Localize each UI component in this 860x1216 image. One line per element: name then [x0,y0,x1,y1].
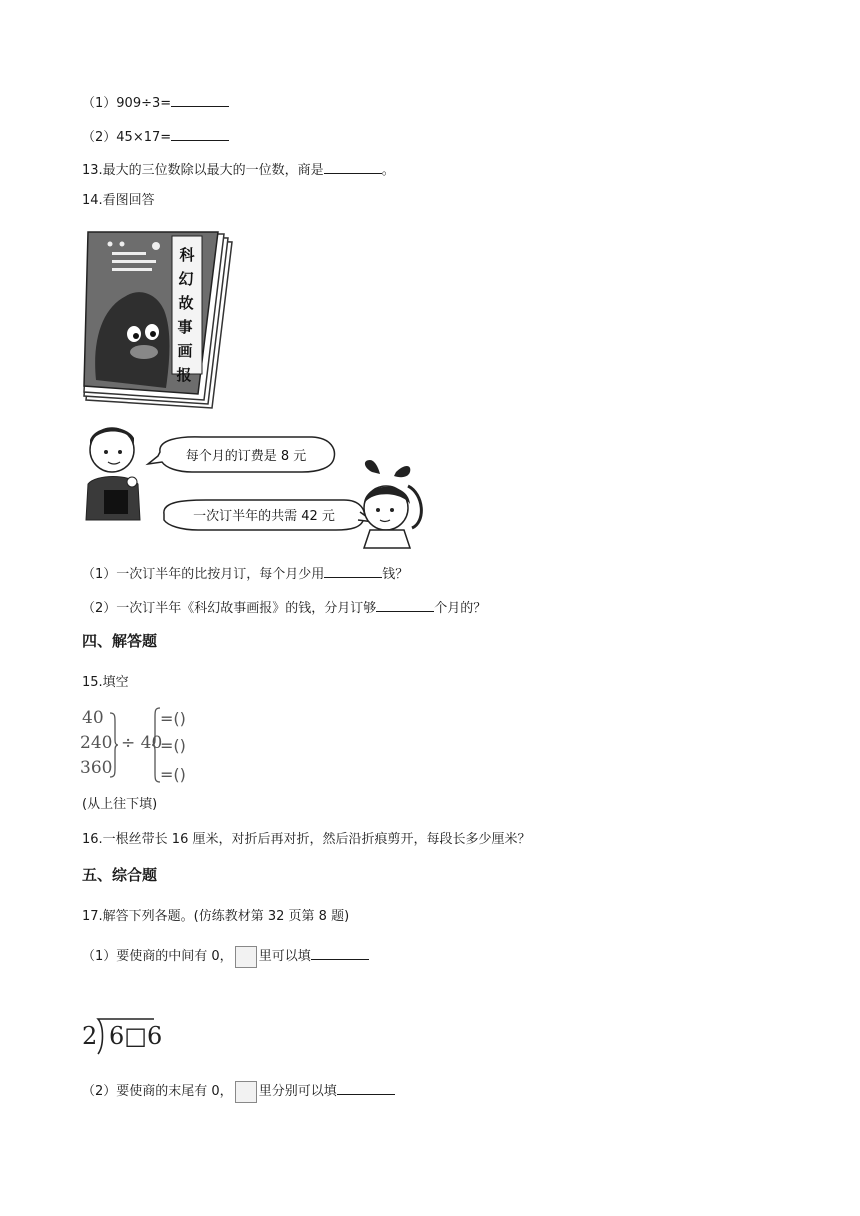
q12-sub1 [82,92,229,113]
q13-text: 13.最大的三位数除以最大的一位数，商是 [82,163,324,178]
division-dividend: 6□6 [109,1022,163,1050]
q14-sub2 [82,597,486,618]
magazine-title-char: 故 [178,294,194,312]
q17-title: 17.解答下列各题。(仿练教材第 32 页第 8 题) [82,909,350,924]
q14-sub2-blank[interactable] [376,597,434,612]
magazine-title-char: 事 [177,318,193,336]
section-4-title: 四、解答题 [82,632,158,650]
q15-divisor: ÷ 40 [121,733,163,753]
boy-bubble-text: 每个月的订费是 8 元 [185,449,307,464]
q17-sub1-post: 里可以填 [258,949,311,964]
division-divisor: 2 [82,1022,98,1050]
magazine-title-char: 画 [177,342,193,360]
q17-sub1-pre: （1）要使商的中间有 0， [82,949,233,964]
digit-box[interactable] [235,1081,257,1103]
q17-sub2-blank[interactable] [337,1080,395,1095]
q14-title: 14.看图回答 [82,193,155,208]
q17-sub1-blank[interactable] [311,945,369,960]
q13 [82,159,395,180]
q15-figure [80,704,190,784]
q14-sub2-post: 个月的？ [434,601,487,616]
q12-sub1-blank[interactable] [171,92,229,107]
magazine-title-char: 幻 [178,270,194,288]
magazine-title-char: 报 [176,366,192,384]
long-division-figure [82,1016,162,1056]
q12-sub1-text: （1）909÷3= [82,96,172,111]
q15-title: 15.填空 [82,675,129,690]
q17-sub2-pre: （2）要使商的末尾有 0， [82,1084,233,1099]
svg-text:=(): =() [160,709,186,728]
q17-sub2-post: 里分别可以填 [258,1084,337,1099]
q15-note: (从上往下填) [82,797,158,812]
section-5-title: 五、综合题 [82,866,158,884]
q15-number: 360 [80,758,113,778]
girl-figure [364,460,421,548]
q14-sub1 [82,563,408,584]
q17-sub2 [82,1080,395,1103]
q14-sub1-pre: （1）一次订半年的比按月订，每个月少用 [82,567,325,582]
q14-sub2-pre: （2）一次订半年《科幻故事画报》的钱，分月订够 [82,601,377,616]
q13-blank[interactable] [324,159,382,174]
q14-sub1-post: 钱？ [382,567,409,582]
magazine-illustration [82,230,244,410]
q15-number: 40 [82,708,104,728]
digit-box[interactable] [235,946,257,968]
q14-sub1-blank[interactable] [324,563,382,578]
svg-text:=(): =() [160,765,186,784]
right-brace-icon [152,706,186,784]
q12-sub2-blank[interactable] [171,126,229,141]
boy-figure [86,428,140,520]
magazine-title-char: 科 [179,246,195,264]
q12-sub2-text: （2）45×17= [82,130,172,145]
svg-text:=(): =() [160,736,186,755]
q12-sub2 [82,126,229,147]
q13-end: 。 [381,163,395,178]
q17-sub1 [82,945,369,968]
q15-number: 240 [80,733,113,753]
dialogue-illustration [82,424,432,550]
left-brace-icon [109,712,119,778]
q16-text: 16.一根丝带长 16 厘米，对折后再对折，然后沿折痕剪开，每段长多少厘米？ [82,832,531,847]
girl-bubble-text: 一次订半年的共需 42 元 [193,509,335,524]
